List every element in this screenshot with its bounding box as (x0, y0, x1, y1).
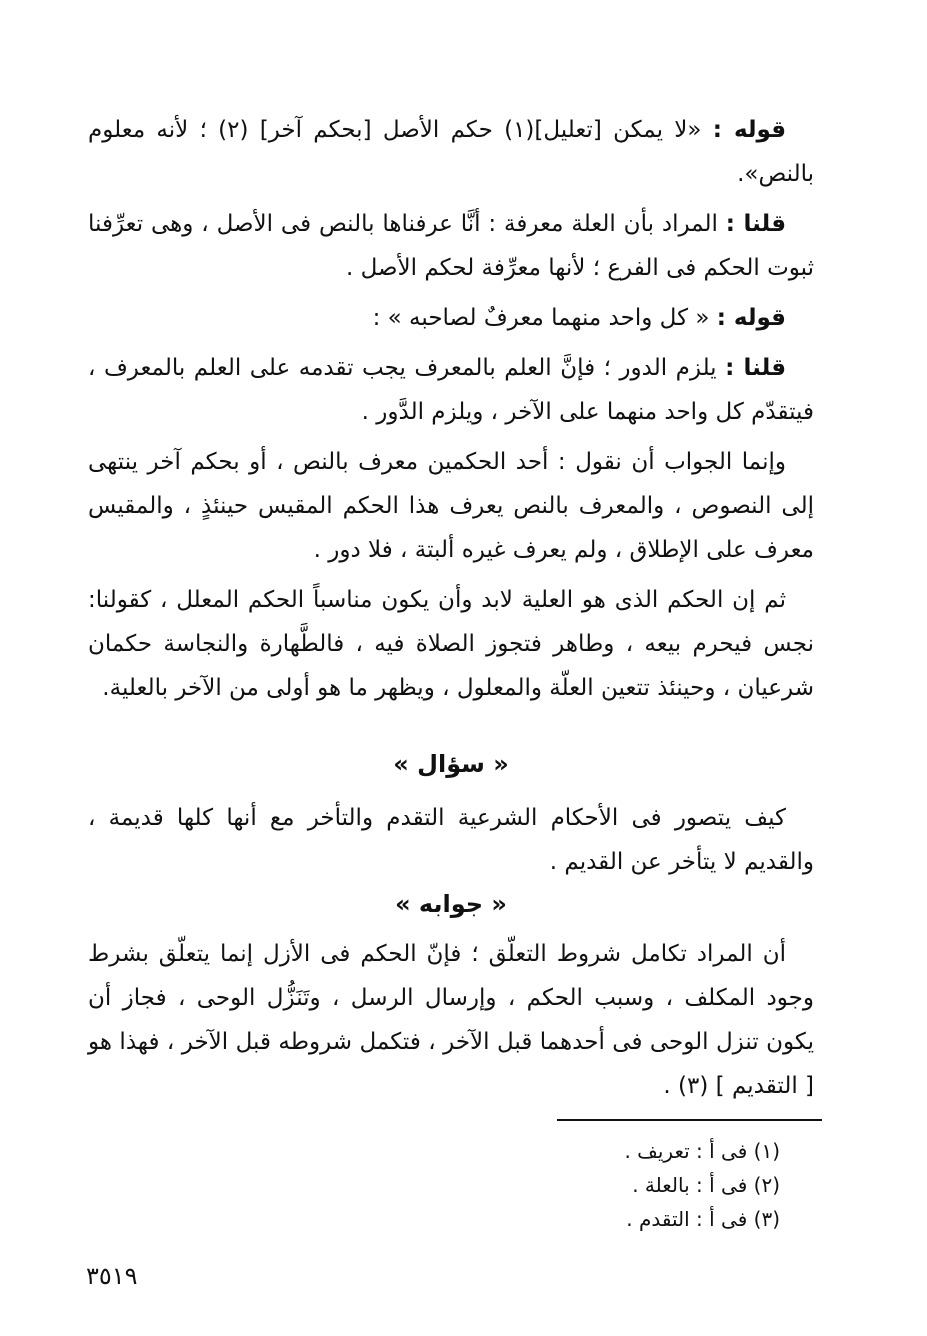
paragraph-6-text: ثم إن الحكم الذى هو العلية لابد وأن يكون مناسباً الحكم المعلل ، كقولنا: نجس فيحرم بيعه ، وطاهر فتجوز الصلاة فيه ، فالطَّهارة والنجاسة حكمان شرعيان ، وحينئذ تتعين العلّة والمعلول ، ويظهر ما هو أولى من الآخر بالعلية. (88, 587, 814, 701)
paragraph-1 (88, 108, 814, 196)
question-block (88, 796, 814, 890)
paragraph-1-text: «لا يمكن [تعليل](١) حكم الأصل [بحكم آخر] (٢) ؛ لأنه معلوم بالنص». (88, 117, 814, 187)
footnote-3: (٣) فى أ : التقدم . (626, 1207, 780, 1231)
answer-paragraph (88, 932, 814, 1108)
question-text: كيف يتصور فى الأحكام الشرعية التقدم والتأخر مع أنها كلها قديمة ، والقديم لا يتأخر عن القديم . (88, 805, 814, 875)
paragraph-4-text: يلزم الدور ؛ فإنَّ العلم بالمعرف يجب تقدمه على العلم بالمعرف ، فيتقدّم كل واحد منهما على الآخر ، ويلزم الدَّور . (88, 355, 814, 425)
question-paragraph (88, 796, 814, 884)
paragraph-3 (88, 296, 814, 340)
answer-heading: « جوابه » (395, 890, 507, 918)
question-heading: « سؤال » (393, 750, 509, 778)
paragraph-5-text: وإنما الجواب أن نقول : أحد الحكمين معرف بالنص ، أو بحكم آخر ينتهى إلى النصوص ، والمعرف بالنص يعرف هذا الحكم المقيس حينئذٍ ، والمقيس معرف على الإطلاق ، ولم يعرف غيره ألبتة ، فلا دور . (88, 449, 814, 563)
footnote-separator (557, 1119, 822, 1121)
answer-block (88, 932, 814, 1114)
paragraph-2 (88, 202, 814, 290)
page-number: ٣٥١٩ (86, 1262, 138, 1290)
paragraph-4 (88, 346, 814, 434)
paragraph-5 (88, 440, 814, 572)
paragraph-3-lead: قوله : (716, 305, 786, 331)
paragraph-6 (88, 578, 814, 710)
paragraph-2-text: المراد بأن العلة معرفة : أنَّا عرفناها بالنص فى الأصل ، وهى تعرِّفنا ثبوت الحكم فى الفرع ؛ لأنها معرِّفة لحكم الأصل . (88, 211, 814, 281)
paragraph-4-lead: قلنا : (725, 355, 787, 381)
paragraph-1-lead: قوله : (712, 117, 787, 143)
paragraph-3-text: « كل واحد منهما معرفٌ لصاحبه » : (372, 305, 710, 331)
main-text-block (88, 108, 814, 716)
footnotes (420, 1134, 780, 1236)
footnote-2: (٢) فى أ : بالعلة . (632, 1173, 780, 1197)
footnote-1: (١) فى أ : تعريف . (624, 1139, 780, 1163)
paragraph-2-lead: قلنا : (725, 211, 787, 237)
answer-text: أن المراد تكامل شروط التعلّق ؛ فإنّ الحكم فى الأزل إنما يتعلّق بشرط وجود المكلف ، وسبب الحكم ، وإرسال الرسل ، وتَنَزُّل الوحى ، فجاز أن يكون تنزل الوحى فى أحدهما قبل الآخر ، فتكمل شروطه قبل الآخر ، فهذا هو [ التقديم ] (٣) . (88, 941, 814, 1099)
